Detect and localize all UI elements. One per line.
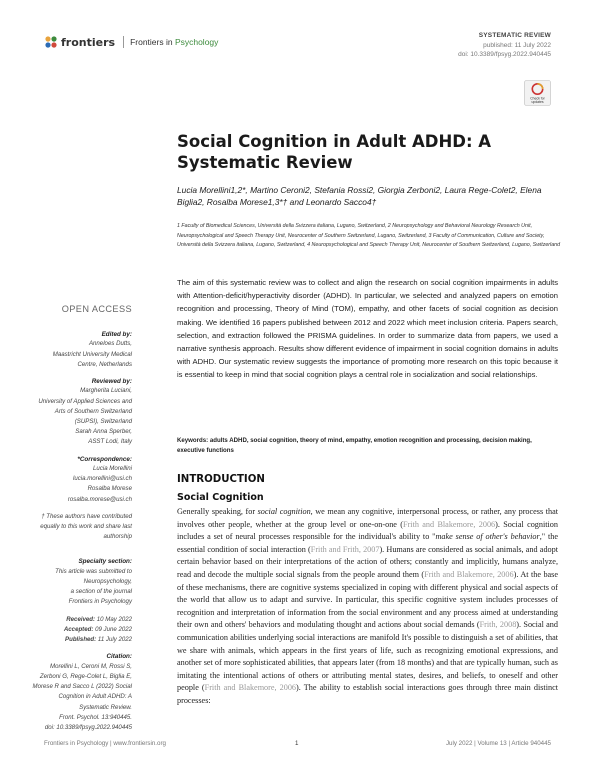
correspondence-label: *Correspondence:	[77, 455, 132, 463]
edited-by-line: Maastricht University Medical	[52, 350, 132, 358]
reviewed-by-label: Reviewed by:	[91, 378, 132, 386]
abstract: The aim of this systematic review was to collect and align the research on social cognition impairments in adults with Attention-deficit/hyperactivity disorder (ADHD). In particular, we selected and analyzed papers on emotion recognition and processing, Theory of Mind (TOM), empathy, and other facets of social cognition as decision making. We identified 16 papers published between 2012 and 2022 which meet inclusion criteria. Papers search, selection, and extraction followed the PRISMA guidelines. In order to summarize data from papers, we used a narrative synthesis approach. Results show different evidence of impairment in social cognition domains in adults with ADHD. Our systematic review suggests the importance of promoting more research on this topic because it is essential to keep in mind that social cognition plays a central role in socialization and social relationships.	[177, 278, 558, 380]
check-for-updates-badge[interactable]	[524, 80, 551, 106]
citation-line: Cognition in Adult ADHD: A	[58, 693, 132, 701]
page-footer	[44, 740, 551, 752]
reviewed-by-line: (SUPSI), Switzerland	[74, 418, 132, 426]
citation-doi[interactable]: doi: 10.3389/fpsyg.2022.940445	[44, 723, 132, 731]
reviewed-by-line: University of Applied Sciences and	[38, 397, 132, 405]
badge-label-2: updates	[531, 100, 544, 105]
received-date: Received: 10 May 2022	[66, 615, 132, 623]
affiliations: 1 Faculty of Biomedical Sciences, Università della Svizzera italiana, Lugano, Switzerland, 2 Neuropsychology and Behavioral Neurology Research Unit, Neuropsychological and Speech Therapy Unit, Neurocenter of Southern Switzerland, Lugano, Switzerland, 3 Faculty of Communication, Culture and Society, Università della Svizzera italiana, Lugano, Switzerland, 4 Neuropsychological and Speech Therapy Unit, Neurocenter of Southern Switzerland, Lugano, Switzerland	[177, 223, 561, 249]
accepted-date: Accepted: 09 June 2022	[63, 625, 132, 633]
footer-volume: July 2022 | Volume 13 | Article 940445	[445, 740, 551, 747]
correspondence-name: Rosalba Morese	[87, 485, 132, 493]
correspondence-email[interactable]: lucia.morellini@usi.ch	[72, 475, 132, 483]
article-title: Social Cognition in Adult ADHD: A Systematic Review	[177, 132, 492, 172]
specialty-line: This article was submitted to	[55, 567, 132, 575]
citation-link[interactable]: Frith and Blakemore, 2006	[424, 569, 514, 579]
open-access-label: OPEN ACCESS	[61, 304, 132, 314]
published-date-sidebar: Published: 11 July 2022	[65, 636, 132, 644]
edited-by-line: Anneloes Dutts,	[88, 340, 132, 348]
specialty-line: Frontiers in Psychology	[68, 598, 132, 606]
citation-line: Zerboni G, Rege-Colet L, Biglia E,	[39, 672, 132, 680]
introduction-paragraph: Generally speaking, for social cognition, we mean any cognitive, interpersonal process, or rather, any process that involves other people, whether at the group level or one-on-one (Frith and Blakemore, 2006). Social cognition includes a set of neural processes responsible for the individual's ability to "make sense of other's behavior," the essential condition of social interaction (Frith and Frith, 2007). Humans are considered as social animals, and adopt certain behavior based on their interpretations of the action of others; constantly and implicitly, humans analyze, read and decode the multiple social signals from the people around them (Frith and Blakemore, 2006). At the base of these mechanisms, there are cognitive systems specialized in coping with different physical and social aspects of the world that allow us to adapt and survive. In particular, this specific cognitive system includes processes of recognition and interpretation of information from the social environment and any process aimed at understanding their own and others' behaviors and modulating thought and actions about social demands (Frith, 2008). Social and communication abilities underlying social interactions are manifold It's possible to distinguish a set of abilities, that we share with animals, which appears in the first years of life, such as recognizing emotional expressions, and another set of more sophisticated abilities, that appears later (from 18 months) and that are typically human, such as imitating the intentional actions of others or attributing mental states, desires, and beliefs, to oneself and other people (Frith and Blakemore, 2006). The ability to establish social interactions goes through three main distinct processes:	[177, 507, 558, 705]
citation-line: Front. Psychol. 13:940445.	[59, 713, 132, 721]
frontiers-logo[interactable]	[44, 35, 218, 49]
edited-by-label: Edited by:	[101, 331, 132, 338]
social-cognition-heading: Social Cognition	[177, 492, 264, 503]
citation-link[interactable]: Frith and Frith, 2007	[310, 544, 380, 554]
author-list: Lucia Morellini1,2*, Martino Ceroni2, Stefania Rossi2, Giorgia Zerboni2, Laura Rege-Colet2, Elena Biglia2, Rosalba Morese1,3*† and Leonardo Sacco4†	[177, 185, 542, 207]
article-meta	[458, 31, 551, 60]
correspondence-name: Lucia Morellini	[93, 465, 132, 473]
frontiers-wordmark: frontiers	[61, 35, 116, 49]
article-doi[interactable]: doi: 10.3389/fpsyg.2022.940445	[458, 51, 551, 58]
reviewed-by-line: Margherita Luciani,	[80, 387, 132, 395]
citation-link[interactable]: Frith, 2008	[479, 620, 517, 630]
equal-contribution-note: † These authors have contributed	[41, 512, 132, 520]
citation-line: Morellini L, Ceroni M, Rossi S,	[50, 662, 132, 670]
equal-contribution-note: authorship	[103, 533, 132, 541]
specialty-section-label: Specialty section:	[78, 558, 132, 566]
correspondence-email[interactable]: rosalba.morese@usi.ch	[67, 495, 132, 503]
citation-line: Systematic Review.	[79, 703, 132, 711]
badge-label-1: Check for	[530, 96, 545, 101]
introduction-heading: INTRODUCTION	[177, 474, 265, 485]
article-sidebar	[22, 304, 132, 733]
citation-line: Morese R and Sacco L (2022) Social	[32, 683, 132, 691]
footer-journal-link[interactable]: Frontiers in Psychology | www.frontiersin.org	[44, 740, 166, 747]
page-number: 1	[295, 740, 299, 747]
article-type: SYSTEMATIC REVIEW	[478, 32, 551, 39]
journal-name: Frontiers in Psychology	[130, 37, 219, 47]
citation-link[interactable]: Frith and Blakemore, 2006	[403, 519, 496, 529]
citation-label: Citation:	[106, 653, 132, 661]
published-date: published: 11 July 2022	[483, 41, 551, 49]
reviewed-by-line: Sarah Anna Sperber,	[75, 428, 132, 436]
specialty-line: Neuropsychology,	[83, 578, 132, 586]
citation-link[interactable]: Frith and Blakemore, 2006	[204, 683, 297, 693]
equal-contribution-note: equally to this work and share last	[40, 523, 132, 531]
reviewed-by-line: ASST Lodi, Italy	[88, 438, 132, 446]
reviewed-by-line: Arts of Southern Switzerland	[54, 407, 132, 415]
keywords: Keywords: adults ADHD, social cognition, theory of mind, empathy, emotion recognition and processing, decision making, executive functions	[177, 437, 532, 454]
logo-divider	[123, 36, 124, 48]
edited-by-line: Centre, Netherlands	[77, 360, 132, 368]
frontiers-logo-mark-icon	[44, 35, 58, 49]
specialty-line: a section of the journal	[70, 588, 132, 596]
